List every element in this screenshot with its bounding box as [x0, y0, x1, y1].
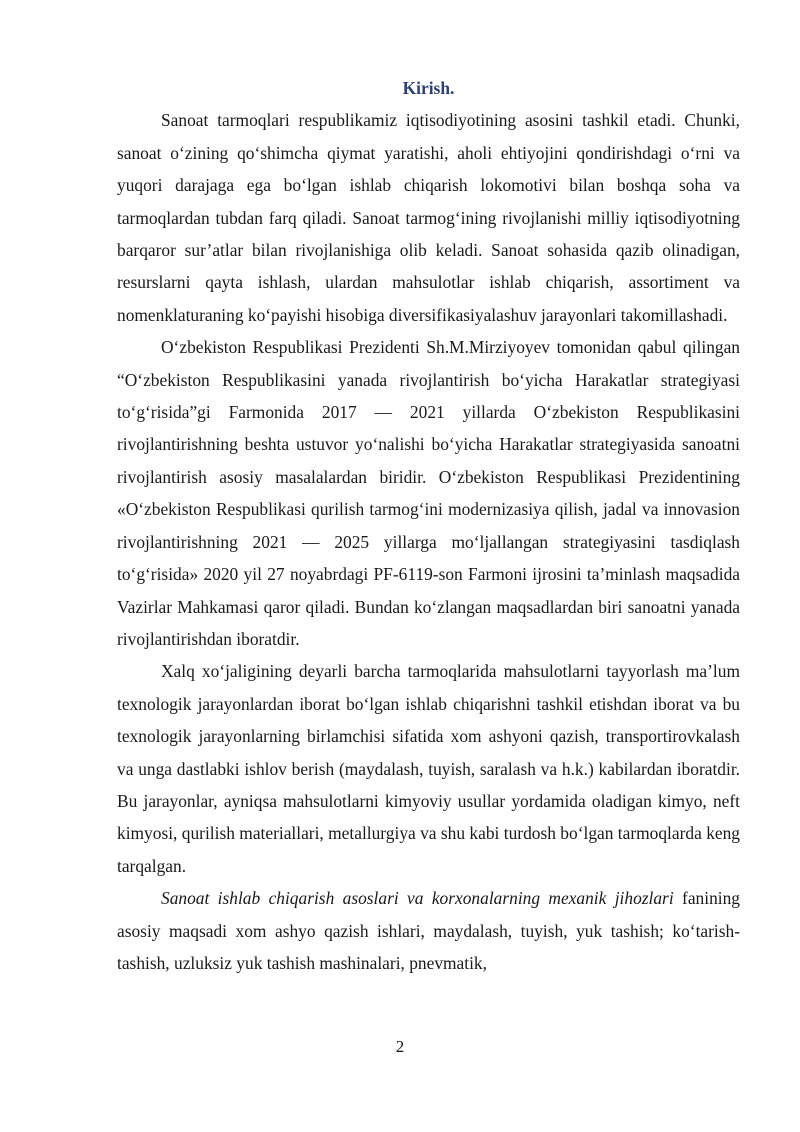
- italic-course-title: Sanoat ishlab chiqarish asoslari va korxonalarning mexanik jihozlari: [161, 888, 674, 909]
- section-heading: Kirish.: [402, 78, 455, 98]
- paragraph-4: [117, 882, 740, 979]
- paragraph-1: Sanoat tarmoqlari respublikamiz iqtisodiyotining asosini tashkil etadi. Chunki, sanoat o‘zining qo‘shimcha qiymat yaratishi, aholi ehtiyojini qondirishdagi o‘rni va yuqori darajaga ega bo‘lgan ishlab chiqarish lokomotivi bilan boshqa soha va tarmoqlardan tubdan farq qiladi. Sanoat tarmog‘ining rivojlanishi milliy iqtisodiyotning barqaror sur’atlar bilan rivojlanishiga olib keladi. Sanoat sohasida qazib olinadigan, resurslarni qayta ishlash, ulardan mahsulotlar ishlab chiqarish, assortiment va nomenklaturaning ko‘payishi hisobiga diversifikasiyalashuv jarayonlari takomillashadi.: [117, 110, 740, 325]
- document-page: [117, 72, 740, 979]
- page-number: 2: [395, 1037, 405, 1056]
- paragraph-3: Xalq xo‘jaligining deyarli barcha tarmoqlarida mahsulotlarni tayyorlash ma’lum texnologik jarayonlardan iborat bo‘lgan ishlab chiqarishni tashkil etishdan iborat va bu texnologik jarayonlarning birlamchisi sifatida xom ashyoni qazish, transportirovkalash va unga dastlabki ishlov berish (maydalash, tuyish, saralash va h.k.) kabilardan iboratdir. Bu jarayonlar, ayniqsa mahsulotlarni kimyoviy usullar yordamida oladigan kimyo, neft kimyosi, qurilish materiallari, metallurgiya va shu kabi turdosh bo‘lgan tarmoqlarda keng tarqalgan.: [117, 661, 740, 876]
- paragraph-4-text: fanining asosiy maqsadi xom ashyo qazish ishlari, maydalash, tuyish, yuk tashish; ko‘tarish-tashish, uzluksiz yuk tashish mashinalari, pnevmatik,: [117, 888, 740, 973]
- paragraph-2: O‘zbekiston Respublikasi Prezidenti Sh.M.Mirziyoyev tomonidan qabul qilingan “O‘zbekiston Respublikasini yanada rivojlantirish bo‘yicha Harakatlar strategiyasi to‘g‘risida”gi Farmonida 2017 — 2021 yillarda O‘zbekiston Respublikasini rivojlantirishning beshta ustuvor yo‘nalishi bo‘yicha Harakatlar strategiyasida sanoatni rivojlantirish asosiy masalalardan biridir. O‘zbekiston Respublikasi Prezidentining «O‘zbekiston Respublikasi qurilish tarmog‘ini modernizasiya qilish, jadal va innovasion rivojlantirishning 2021 — 2025 yillarga mo‘ljallangan strategiyasini tasdiqlash to‘g‘risida» 2020 yil 27 noyabrdagi PF-6119-son Farmoni ijrosini ta’minlash maqsadida Vazirlar Mahkamasi qaror qiladi. Bundan ko‘zlangan maqsadlardan biri sanoatni yanada rivojlantirishdan iboratdir.: [117, 337, 740, 649]
